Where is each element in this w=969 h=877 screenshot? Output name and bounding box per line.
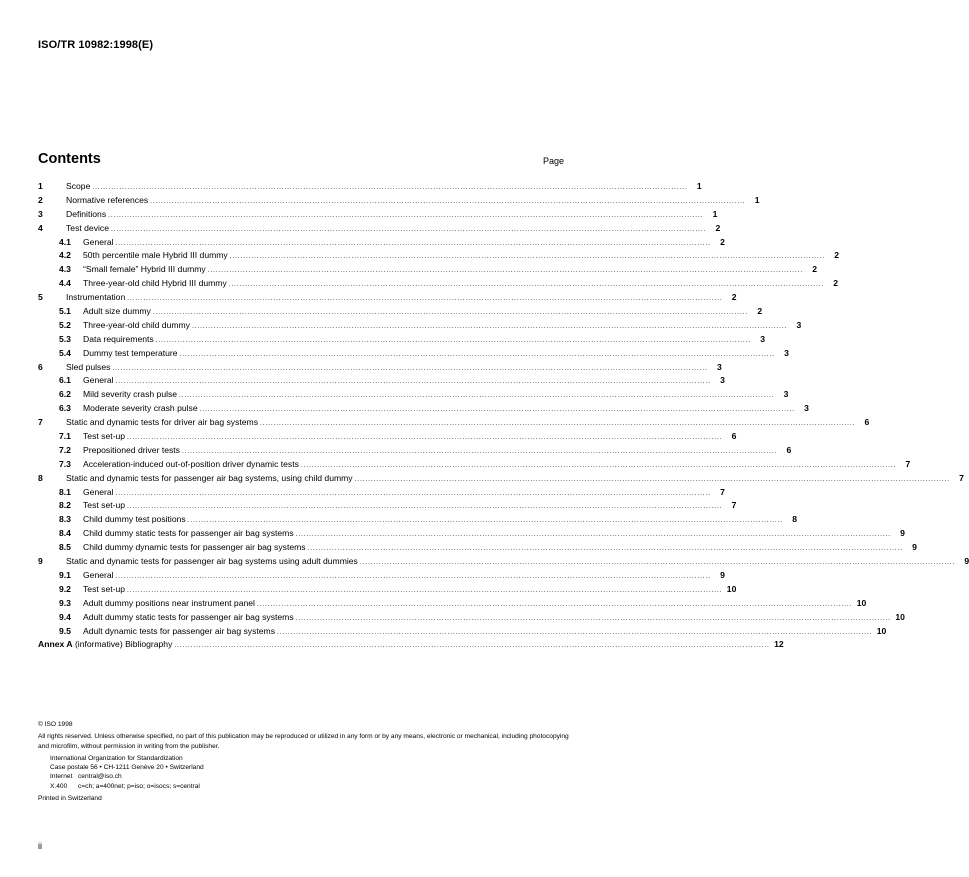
- toc-entry-number: 6: [38, 361, 43, 372]
- toc-entry-title: Three-year-old child dummy: [83, 319, 190, 330]
- toc-entry-page: 2: [833, 278, 839, 289]
- page-column-label: Page: [543, 156, 565, 166]
- toc-entry: [38, 291, 737, 305]
- toc-entry-number: 4.4: [59, 278, 71, 289]
- toc-entry-number: 5.1: [59, 306, 71, 317]
- toc-entry-title: Normative references: [66, 194, 149, 205]
- toc-entry: [38, 569, 725, 583]
- toc-entry-title: Prepositioned driver tests: [83, 444, 180, 455]
- toc-entry-number: 5.3: [59, 333, 71, 344]
- toc-entry-page: 6: [786, 444, 792, 455]
- toc-entry-page: 3: [784, 347, 789, 358]
- toc-entry-title: General: [83, 236, 114, 247]
- toc-entry-number: 4.1: [59, 236, 71, 247]
- toc-entry-number: 7.1: [59, 431, 71, 442]
- toc-leader-dots: ............................................................................................................................................................................................................................: [127, 586, 723, 594]
- toc-leader-dots: ............................................................................................................................................................................................................................: [127, 503, 723, 511]
- toc-leader-dots: ............................................................................................................................................................................................................................: [127, 434, 723, 442]
- toc-entry-title: “Small female” Hybrid III dummy: [83, 264, 206, 275]
- toc-entry-title: General: [83, 375, 114, 386]
- toc-entry-page: 6: [864, 417, 870, 428]
- toc-entry: [38, 486, 725, 500]
- toc-annex-subtitle: (informative) Bibliography: [74, 639, 173, 650]
- toc-entry: [38, 319, 802, 333]
- toc-leader-dots: ............................................................................................................................................................................................................................: [187, 517, 784, 525]
- toc-entry: [38, 388, 789, 402]
- toc-leader-dots: ............................................................................................................................................................................................................................: [295, 531, 891, 539]
- toc-entry-page: 8: [792, 514, 798, 525]
- toc-entry-page: 7: [720, 486, 725, 497]
- contents-title: Contents: [38, 151, 101, 167]
- toc-entry: [38, 249, 840, 263]
- toc-entry: [38, 527, 905, 541]
- toc-entry-title: Test device: [66, 222, 109, 233]
- toc-entry: [38, 208, 718, 222]
- toc-leader-dots: ............................................................................................................................................................................................................................: [307, 545, 903, 553]
- toc-annex-entry: [38, 638, 784, 652]
- toc-leader-dots: ............................................................................................................................................................................................................................: [228, 281, 825, 289]
- toc-leader-dots: ............................................................................................................................................................................................................................: [191, 322, 788, 330]
- toc-entry-page: 3: [760, 333, 766, 344]
- toc-entry-title: Adult size dummy: [83, 306, 151, 317]
- toc-entry-page: 9: [964, 556, 969, 567]
- toc-entry-number: 9.3: [59, 597, 71, 608]
- toc-leader-dots: ............................................................................................................................................................................................................................: [277, 628, 873, 636]
- toc-leader-dots: ............................................................................................................................................................................................................................: [260, 420, 856, 428]
- toc-entry-title: Child dummy dynamic tests for passenger air bag systems: [83, 542, 306, 553]
- toc-entry-title: Adult dynamic tests for passenger air bag systems: [83, 625, 276, 636]
- x400-label: X.400: [50, 782, 68, 790]
- toc-annex-label: Annex A: [38, 639, 73, 650]
- internet-line: [50, 772, 578, 781]
- toc-entry-page: 2: [720, 236, 725, 247]
- toc-entry-number: 5.4: [59, 347, 71, 358]
- toc-entry-number: 3: [38, 208, 43, 219]
- toc-leader-dots: ............................................................................................................................................................................................................................: [359, 559, 956, 567]
- internet-value: central@iso.ch: [78, 773, 122, 781]
- toc-entry-number: 7: [38, 417, 43, 428]
- toc-leader-dots: ............................................................................................................................................................................................................................: [207, 267, 804, 275]
- toc-leader-dots: ............................................................................................................................................................................................................................: [108, 211, 704, 219]
- toc-leader-dots: ............................................................................................................................................................................................................................: [115, 489, 711, 497]
- toc-annex-page: 12: [774, 639, 784, 650]
- toc-entry-page: 2: [715, 222, 721, 233]
- table-of-contents: [38, 180, 969, 652]
- toc-entry-number: 7.2: [59, 444, 71, 455]
- toc-entry-number: 6.3: [59, 403, 71, 414]
- toc-leader-dots: ............................................................................................................................................................................................................................: [354, 475, 950, 483]
- toc-entry-number: 4.2: [59, 250, 71, 261]
- toc-leader-dots: ............................................................................................................................................................................................................................: [115, 378, 711, 386]
- toc-entry-page: 10: [876, 625, 887, 636]
- toc-entry-title: Instrumentation: [66, 292, 126, 303]
- toc-entry-number: 4: [38, 222, 43, 233]
- toc-entry-title: General: [83, 486, 114, 497]
- toc-entry: [38, 333, 766, 347]
- toc-entry-number: 2: [38, 194, 43, 205]
- toc-entry-number: 7.3: [59, 458, 71, 469]
- toc-leader-dots: ............................................................................................................................................................................................................................: [229, 253, 826, 261]
- toc-entry-page: 9: [720, 569, 725, 580]
- toc-entry: [38, 236, 725, 250]
- toc-entry-page: 2: [834, 250, 840, 261]
- internet-label: Internet: [50, 773, 73, 781]
- document-id-header: ISO/TR 10982:1998(E): [38, 39, 154, 51]
- toc-entry: [38, 222, 721, 236]
- toc-entry: [38, 430, 737, 444]
- toc-leader-dots: ............................................................................................................................................................................................................................: [115, 239, 711, 247]
- toc-entry-page: 3: [804, 403, 809, 414]
- toc-entry: [38, 402, 809, 416]
- toc-entry-number: 9.4: [59, 611, 71, 622]
- toc-leader-dots: ............................................................................................................................................................................................................................: [179, 392, 775, 400]
- toc-entry-title: Acceleration-induced out-of-position driver dynamic tests: [83, 458, 299, 469]
- toc-entry-number: 9: [38, 556, 43, 567]
- toc-entry-page: 3: [716, 361, 722, 372]
- toc-entry-number: 9.2: [59, 583, 71, 594]
- toc-entry-number: 8.4: [59, 528, 71, 539]
- toc-leader-dots: ............................................................................................................................................................................................................................: [179, 350, 775, 358]
- toc-entry-page: 10: [856, 597, 867, 608]
- toc-entry-number: 1: [38, 181, 43, 191]
- toc-entry-page: 10: [726, 583, 737, 594]
- toc-entry-title: Test set-up: [83, 583, 126, 594]
- publisher-address-block: [38, 754, 578, 791]
- toc-entry-number: 8.1: [59, 486, 71, 497]
- toc-leader-dots: ............................................................................................................................................................................................................................: [300, 461, 897, 469]
- postal-address: Case postale 56 • CH-1211 Genève 20 • Switzerland: [50, 764, 204, 772]
- toc-leader-dots: ............................................................................................................................................................................................................................: [111, 225, 707, 233]
- toc-leader-dots: ............................................................................................................................................................................................................................: [155, 336, 752, 344]
- toc-entry-page: 1: [696, 181, 702, 191]
- toc-entry-title: 50th percentile male Hybrid III dummy: [83, 250, 228, 261]
- toc-leader-dots: ............................................................................................................................................................................................................................: [174, 642, 770, 650]
- toc-entry: [38, 458, 911, 472]
- toc-entry: [38, 583, 737, 597]
- toc-entry-title: Definitions: [66, 208, 107, 219]
- toc-annex-title: [38, 638, 174, 652]
- toc-entry-page: 9: [912, 542, 917, 553]
- toc-entry-number: 8.2: [59, 500, 71, 511]
- toc-entry: [38, 597, 867, 611]
- x400-value: c=ch; a=400net; p=iso; o=isocs; s=central: [78, 782, 200, 790]
- toc-leader-dots: ............................................................................................................................................................................................................................: [115, 572, 711, 580]
- toc-entry-title: Child dummy static tests for passenger air bag systems: [83, 528, 294, 539]
- toc-entry-page: 1: [754, 194, 760, 205]
- toc-entry: [38, 444, 792, 458]
- toc-entry-page: 7: [959, 472, 964, 483]
- toc-entry: [38, 472, 964, 486]
- toc-entry-page: 2: [731, 292, 737, 303]
- toc-entry-page: 3: [783, 389, 789, 400]
- toc-entry-title: Three-year-old child Hybrid III dummy: [83, 278, 227, 289]
- toc-entry-page: 9: [900, 528, 905, 539]
- toc-entry: [38, 180, 702, 194]
- toc-entry-title: Sled pulses: [66, 361, 111, 372]
- toc-entry: [38, 541, 917, 555]
- printed-in: Printed in Switzerland: [38, 795, 102, 803]
- toc-entry-page: 10: [895, 611, 905, 622]
- toc-entry-page: 7: [731, 500, 737, 511]
- toc-entry-number: 8.5: [59, 542, 71, 553]
- toc-entry-title: Test set-up: [83, 500, 126, 511]
- toc-entry-page: 3: [720, 375, 725, 386]
- toc-entry: [38, 277, 839, 291]
- toc-entry: [38, 361, 722, 375]
- toc-entry-page: 1: [712, 208, 718, 219]
- copyright-footer: [38, 720, 578, 803]
- toc-entry: [38, 347, 789, 361]
- toc-entry-title: Data requirements: [83, 333, 154, 344]
- toc-entry: [38, 305, 763, 319]
- toc-entry: [38, 194, 760, 208]
- toc-leader-dots: ............................................................................................................................................................................................................................: [256, 600, 853, 608]
- toc-entry-number: 8.3: [59, 514, 71, 525]
- copyright-line: © ISO 1998: [38, 721, 73, 728]
- rights-statement: All rights reserved. Unless otherwise specified, no part of this publication may be reproduced or utilized in any form or by any means, electronic or mechanical, including photocopying and microfilm, without permission in writing from the publisher.: [38, 733, 569, 750]
- toc-entry-number: 5.2: [59, 319, 71, 330]
- toc-entry-number: 6.2: [59, 389, 71, 400]
- toc-entry-title: General: [83, 569, 114, 580]
- toc-entry-title: Moderate severity crash pulse: [83, 403, 198, 414]
- toc-entry-title: Adult dummy positions near instrument panel: [83, 597, 255, 608]
- toc-leader-dots: ............................................................................................................................................................................................................................: [150, 197, 746, 205]
- toc-entry-title: Static and dynamic tests for driver air bag systems: [66, 417, 258, 428]
- toc-entry-title: Scope: [66, 181, 91, 191]
- toc-entry-number: 9.1: [59, 569, 71, 580]
- toc-leader-dots: ............................................................................................................................................................................................................................: [112, 364, 708, 372]
- toc-entry: [38, 374, 725, 388]
- toc-entry-number: 6.1: [59, 375, 71, 386]
- toc-entry: [38, 263, 818, 277]
- toc-leader-dots: ............................................................................................................................................................................................................................: [127, 295, 723, 303]
- toc-leader-dots: ............................................................................................................................................................................................................................: [199, 406, 795, 414]
- toc-leader-dots: ............................................................................................................................................................................................................................: [152, 309, 749, 317]
- toc-entry: [38, 555, 969, 569]
- toc-entry: [38, 625, 887, 639]
- toc-entry-page: 6: [731, 431, 737, 442]
- toc-entry-page: 7: [905, 458, 911, 469]
- toc-entry-title: Static and dynamic tests for passenger air bag systems using adult dummies: [66, 556, 358, 567]
- toc-entry-page: 2: [757, 306, 763, 317]
- toc-entry: [38, 513, 798, 527]
- x400-line: [50, 782, 578, 791]
- toc-entry-title: Mild severity crash pulse: [83, 389, 178, 400]
- toc-entry-number: 8: [38, 472, 43, 483]
- toc-entry-number: 5: [38, 292, 43, 303]
- toc-entry-title: Test set-up: [83, 431, 126, 442]
- page-number: ii: [38, 841, 42, 851]
- toc-entry: [38, 611, 905, 625]
- toc-entry-page: 3: [796, 319, 802, 330]
- toc-entry-title: Child dummy test positions: [83, 514, 186, 525]
- toc-entry-number: 4.3: [59, 264, 71, 275]
- toc-leader-dots: ............................................................................................................................................................................................................................: [92, 184, 688, 191]
- toc-entry: [38, 499, 737, 513]
- org-name: International Organization for Standardization: [50, 754, 183, 762]
- toc-entry-title: Static and dynamic tests for passenger air bag systems, using child dummy: [66, 472, 353, 483]
- toc-entry-page: 2: [812, 264, 818, 275]
- toc-leader-dots: ............................................................................................................................................................................................................................: [295, 614, 891, 622]
- toc-leader-dots: ............................................................................................................................................................................................................................: [181, 447, 778, 455]
- toc-entry: [38, 416, 870, 430]
- toc-entry-number: 9.5: [59, 625, 71, 636]
- toc-entry-title: Adult dummy static tests for passenger air bag systems: [83, 611, 294, 622]
- toc-entry-title: Dummy test temperature: [83, 347, 178, 358]
